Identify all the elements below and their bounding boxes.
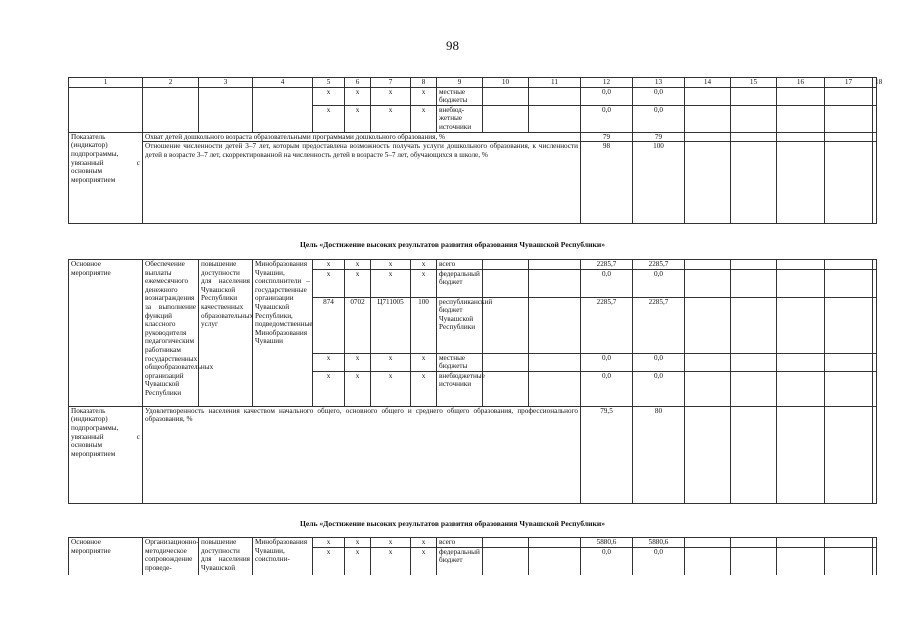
cell-value: 2285,7 xyxy=(581,260,633,270)
indicator-value: 100 xyxy=(633,142,685,224)
table-row xyxy=(69,87,877,105)
cell-target-item: x xyxy=(371,87,411,105)
cell-gr-admin: x xyxy=(313,353,345,371)
header-cell: 1 xyxy=(69,78,143,88)
cell-gr-admin: x xyxy=(313,87,345,105)
cell-section: x xyxy=(345,371,371,406)
cell-expense-type: x xyxy=(411,547,437,575)
header-cell: 9 xyxy=(437,78,483,88)
cell-section: 0702 xyxy=(345,297,371,353)
indicator-label: Показатель (индикатор) подпрограммы, увязанный с основным мероприятием xyxy=(69,406,143,503)
header-cell: 3 xyxy=(199,78,253,88)
cell-target-item: x xyxy=(371,547,411,575)
main-table-2 xyxy=(68,259,876,504)
table-row xyxy=(69,406,877,503)
main-table-3 xyxy=(68,537,876,575)
measure-goal: повышение доступности для населения Чувашской Республики качественных образовательных услуг xyxy=(199,260,253,407)
cell-value: 0,0 xyxy=(581,87,633,105)
cell-value: 0,0 xyxy=(633,105,685,132)
cell-section: x xyxy=(345,547,371,575)
header-cell: 8 xyxy=(411,78,437,88)
table-row xyxy=(69,132,877,142)
cell-section: x xyxy=(345,87,371,105)
header-cell: 15 xyxy=(731,78,777,88)
header-cell: 5 xyxy=(313,78,345,88)
cell-value: 0,0 xyxy=(633,547,685,575)
cell-target-item: x xyxy=(371,105,411,132)
header-cell: 7 xyxy=(371,78,411,88)
measure-executor: Минобразования Чувашии, соисполнители – государственные организации Чувашской Республики, подведомственные Минобразования Чувашии xyxy=(253,260,313,407)
cell-value: 0,0 xyxy=(633,269,685,297)
header-cell: 14 xyxy=(685,78,731,88)
cell-value: 0,0 xyxy=(581,547,633,575)
indicator-value: 98 xyxy=(581,142,633,224)
indicator-value: 79 xyxy=(633,132,685,142)
cell-source: федеральный бюджет xyxy=(437,547,483,575)
cell-expense-type: x xyxy=(411,260,437,270)
indicator-text: Удовлетворенность населения качеством начального общего, основного общего и среднего общего образования, профессионального образования, % xyxy=(143,406,581,503)
header-row xyxy=(69,78,877,88)
cell-value: 5880,6 xyxy=(581,538,633,548)
cell-source: республиканский бюджет Чувашской Республики xyxy=(437,297,483,353)
cell-gr-admin: x xyxy=(313,371,345,406)
cell-expense-type: x xyxy=(411,371,437,406)
cell-target-item: x xyxy=(371,269,411,297)
header-cell: 4 xyxy=(253,78,313,88)
cell-target-item: x xyxy=(371,538,411,548)
indicator-text: Охват детей дошкольного возраста образовательными программами дошкольного образования, % xyxy=(143,132,581,142)
cell-section: x xyxy=(345,260,371,270)
header-cell: 12 xyxy=(581,78,633,88)
cell-value: 2285,7 xyxy=(633,297,685,353)
cell-expense-type: x xyxy=(411,538,437,548)
cell-value: 2285,7 xyxy=(581,297,633,353)
measure-name: Организационно-методическое сопровождение проведе- xyxy=(143,538,199,576)
goal-heading: Цель «Достижение высоких результатов развития образования Чувашской Республики» xyxy=(299,240,606,249)
header-cell: 2 xyxy=(143,78,199,88)
table-row xyxy=(69,142,877,224)
cell-gr-admin: x xyxy=(313,269,345,297)
cell-value: 0,0 xyxy=(633,371,685,406)
cell-expense-type: x xyxy=(411,269,437,297)
cell-value: 0,0 xyxy=(633,87,685,105)
measure-executor: Минобразования Чувашии, соисполни- xyxy=(253,538,313,576)
goal-heading: Цель «Достижение высоких результатов развития образования Чувашской Республики» xyxy=(299,519,606,528)
cell-target-item: Ц711005 xyxy=(371,297,411,353)
cell-section: x xyxy=(345,353,371,371)
table-row xyxy=(69,538,877,548)
cell-target-item: x xyxy=(371,353,411,371)
cell-section: x xyxy=(345,269,371,297)
cell-gr-admin: x xyxy=(313,547,345,575)
cell-value: 5880,6 xyxy=(633,538,685,548)
measure-type: Основное мероприятие xyxy=(69,538,143,576)
cell-value: 0,0 xyxy=(581,371,633,406)
cell-source: всего xyxy=(437,538,483,548)
indicator-value: 80 xyxy=(633,406,685,503)
cell-gr-admin: 874 xyxy=(313,297,345,353)
cell-value: 0,0 xyxy=(633,353,685,371)
cell-section: x xyxy=(345,538,371,548)
measure-name: Обеспечение выплаты ежемесячного денежного вознаграждения за выполнение функций классного руководителя педагогическим работникам государственных общеобразовательных организаций Чувашской Республики xyxy=(143,260,199,407)
cell-target-item: x xyxy=(371,260,411,270)
header-cell: 10 xyxy=(483,78,529,88)
main-table-1 xyxy=(68,77,883,224)
header-cell: 13 xyxy=(633,78,685,88)
cell-value: 0,0 xyxy=(581,269,633,297)
indicator-text: Отношение численности детей 3–7 лет, которым предоставлена возможность получать услуги дошкольного образования, к численности детей в возрасте 3–7 лет, скорректированной на численность детей в возрасте 5–7 лет, обучающихся в школе, % xyxy=(143,142,581,224)
cell-value: 2285,7 xyxy=(633,260,685,270)
cell-source: местные бюджеты xyxy=(437,353,483,371)
cell-gr-admin: x xyxy=(313,260,345,270)
cell-source: всего xyxy=(437,260,483,270)
cell-value: 0,0 xyxy=(581,353,633,371)
indicator-label: Показатель (индикатор) подпрограммы, увязанный с основным мероприятием xyxy=(69,132,143,224)
cell-expense-type: x xyxy=(411,87,437,105)
indicator-value: 79 xyxy=(581,132,633,142)
cell-source: местные бюджеты xyxy=(437,87,483,105)
header-cell: 11 xyxy=(529,78,581,88)
cell-gr-admin: x xyxy=(313,538,345,548)
cell-value: 0,0 xyxy=(581,105,633,132)
header-cell: 17 xyxy=(825,78,873,88)
cell-expense-type: 100 xyxy=(411,297,437,353)
cell-source: внебюджетные источники xyxy=(437,371,483,406)
cell-expense-type: x xyxy=(411,105,437,132)
measure-goal: повышение доступности для населения Чувашской xyxy=(199,538,253,576)
cell-source: внебюд-жетные источники xyxy=(437,105,483,132)
cell-section: x xyxy=(345,105,371,132)
indicator-value: 79,5 xyxy=(581,406,633,503)
header-cell: 6 xyxy=(345,78,371,88)
header-cell: 16 xyxy=(777,78,825,88)
cell-target-item: x xyxy=(371,371,411,406)
table-row xyxy=(69,260,877,270)
cell-expense-type: x xyxy=(411,353,437,371)
cell-source: федеральный бюджет xyxy=(437,269,483,297)
header-cell: 18 xyxy=(873,78,877,88)
page-number: 98 xyxy=(446,38,459,53)
measure-type: Основное мероприятие xyxy=(69,260,143,407)
cell-gr-admin: x xyxy=(313,105,345,132)
